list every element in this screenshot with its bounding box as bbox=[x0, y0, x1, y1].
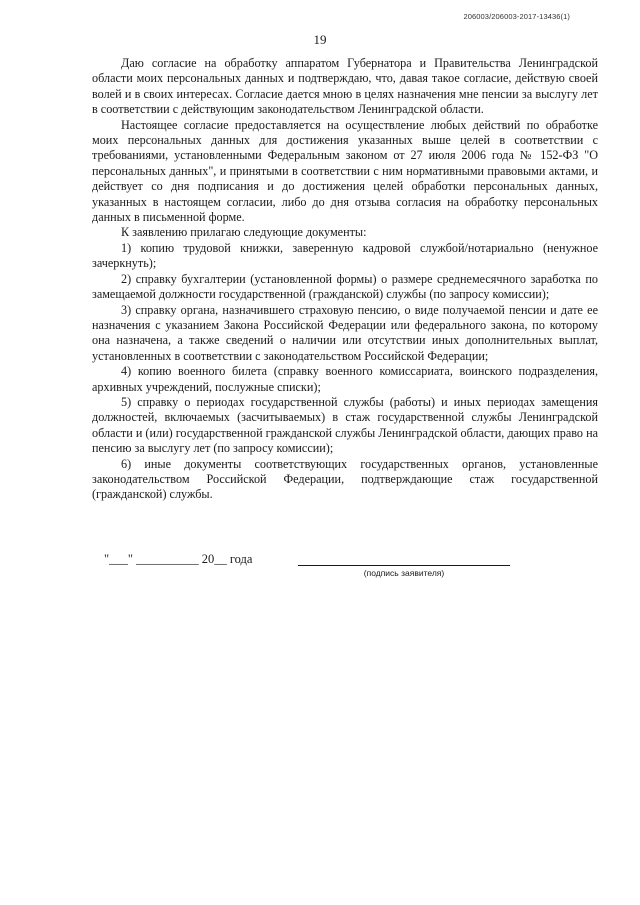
signature-block bbox=[104, 552, 524, 582]
date-field: "___" __________ 20__ года bbox=[104, 552, 253, 566]
document-body bbox=[92, 56, 598, 503]
attachment-item-3: 3) справку органа, назначившего страховую пенсию, о виде получаемой пенсии и дате ее назначения с указанием Закона Российской Федерации или федерального закона, по которому она назначена, а также сведений о наличии или отсутствии иных дополнительных выплат, установленных в соответствии с законодательством Российской Федерации; bbox=[92, 302, 598, 363]
attachment-item-4: 4) копию военного билета (справку военного комиссариата, воинского подразделения, архивных учреждений, послужные списки); bbox=[92, 364, 598, 394]
page-number: 19 bbox=[313, 32, 327, 47]
attachment-item-5: 5) справку о периодах государственной службы (работы) и иных периодах замещения должностей, включаемых (засчитываемых) в стаж государственной службы Ленинградской области и (или) государственной гражданской службы Ленинградской области, дающих право на пенсию за выслугу лет (по запросу комиссии); bbox=[92, 394, 598, 456]
attachment-item-2: 2) справку бухгалтерии (установленной формы) о размере среднемесячного заработка по замещаемой должности государственной (гражданской) службы (по запросу комиссии); bbox=[92, 271, 598, 302]
consent-paragraph: Даю согласие на обработку аппаратом Губернатора и Правительства Ленинградской области моих персональных данных и подтверждаю, что, давая такое согласие, действую своей волей и в своих интересах. Согласие дается мною в целях назначения мне пенсии за выслугу лет в соответствии с действующим законодательством Ленинградской области. bbox=[92, 56, 598, 117]
attachment-item-1: 1) копию трудовой книжки, заверенную кадровой службой/нотариально (ненужное зачеркнуть); bbox=[92, 240, 598, 271]
attachments-intro: К заявлению прилагаю следующие документы: bbox=[121, 225, 367, 240]
consent-scope-paragraph: Настоящее согласие предоставляется на осуществление любых действий по обработке моих персональных данных для достижения указанных выше целей в соответствии с требованиями, установленными Федеральным законом от 27 июля 2006 года № 152-ФЗ "О персональных данных", и принятыми в соответствии с ним нормативными правовыми актами, и действует со дня подписания и до достижения целей обработки персональных данных, указанных в настоящем согласии, либо до дня отзыва согласия на обработку персональных данных в письменной форме. bbox=[92, 117, 598, 225]
document-id: 206003/206003-2017-13436(1) bbox=[463, 12, 570, 21]
attachment-item-6: 6) иные документы соответствующих государственных органов, установленные законодательством Российской Федерации, подтверждающие стаж государственной (гражданской) службы. bbox=[92, 456, 598, 502]
signature-line bbox=[298, 565, 510, 566]
signature-caption: (подпись заявителя) bbox=[363, 568, 445, 578]
